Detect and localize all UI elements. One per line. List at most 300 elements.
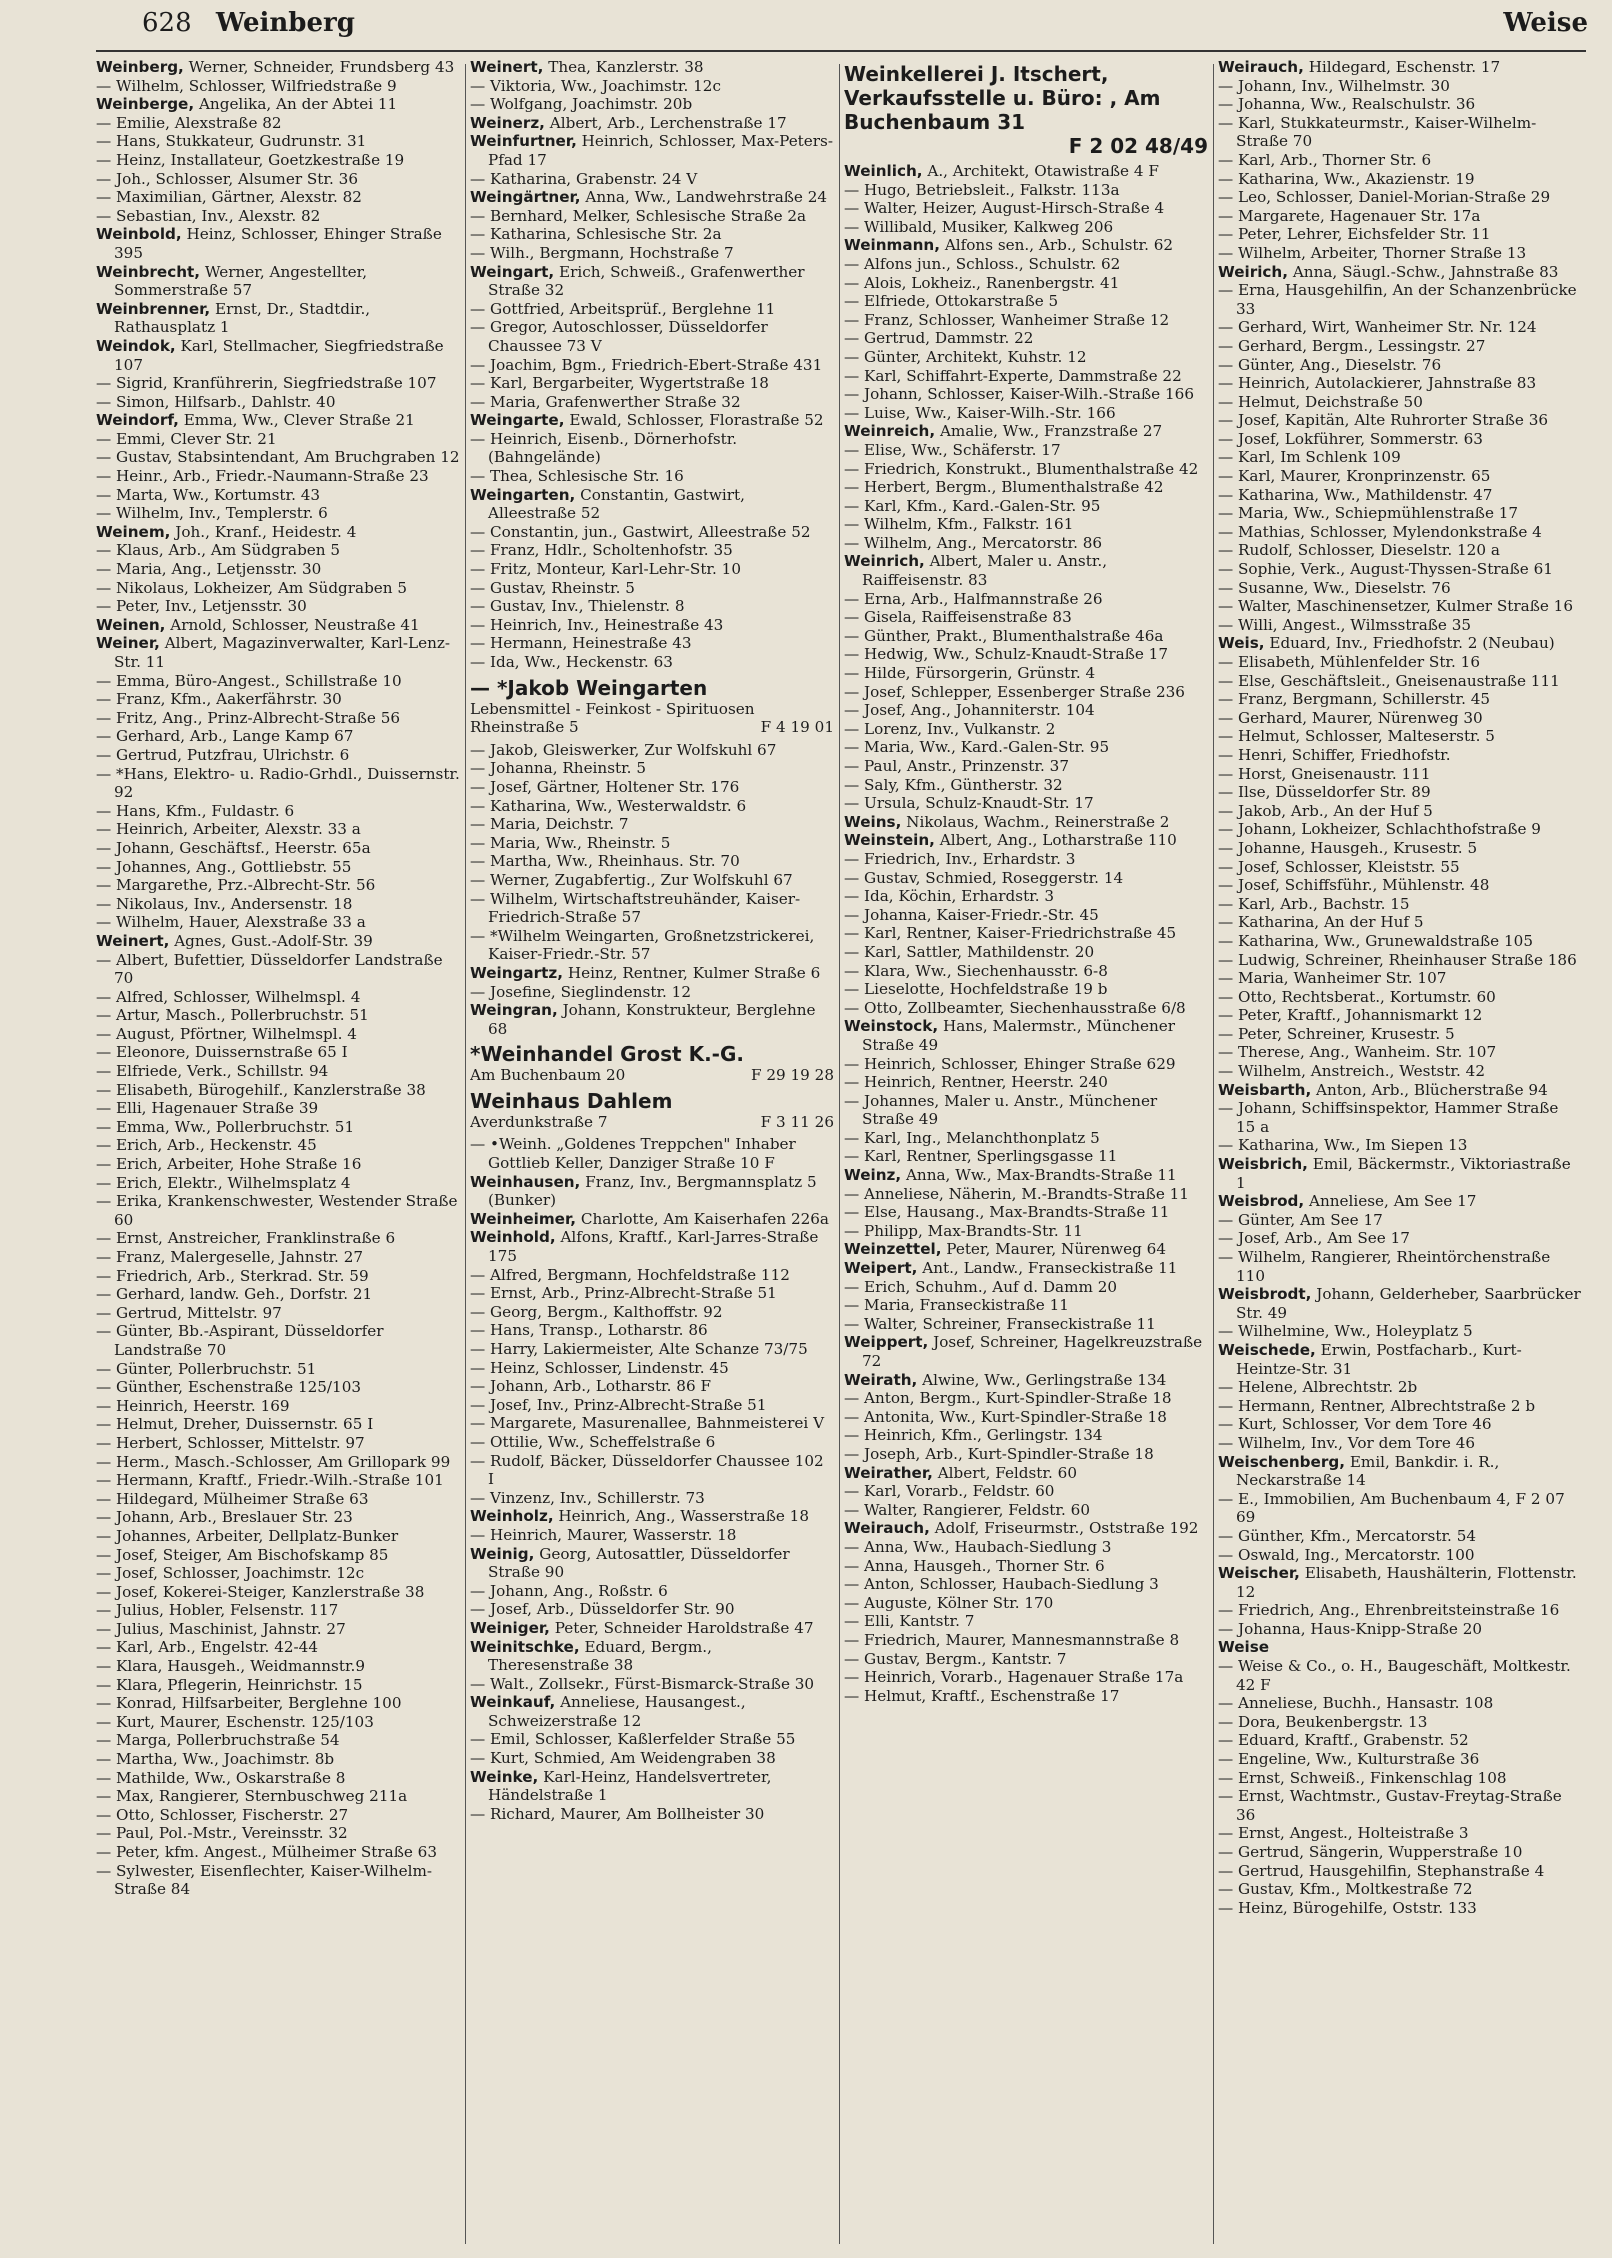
entry-details: — Gustav, Bergm., Kantstr. 7	[844, 1649, 1067, 1668]
entry-details: Georg, Autosattler, Düsseldorfer Straße 90	[488, 1544, 790, 1582]
directory-entry	[1218, 430, 1582, 449]
entry-details: — Friedrich, Ang., Ehrenbreitsteinstraße 16	[1218, 1601, 1560, 1620]
directory-entry	[1218, 467, 1582, 486]
entry-details: — Johann, Ang., Roßstr. 6	[470, 1581, 668, 1600]
directory-entry	[844, 1222, 1208, 1241]
directory-entry	[96, 913, 460, 932]
directory-entry	[1218, 114, 1582, 151]
directory-entry	[1218, 541, 1582, 560]
entry-surname: Weinreich,	[844, 422, 936, 441]
directory-entry	[470, 1675, 834, 1694]
entry-details: Agnes, Gust.-Adolf-Str. 39	[174, 931, 373, 950]
directory-entry	[1218, 170, 1582, 189]
directory-entry	[1218, 895, 1582, 914]
entry-details: — Josef, Schlosser, Joachimstr. 12c	[96, 1564, 365, 1583]
ad-title: *Weinhandel Grost K.-G.	[470, 1042, 744, 1067]
entry-details: Hildegard, Eschenstr. 17	[1308, 58, 1501, 76]
entry-details: — Anneliese, Buchh., Hansastr. 108	[1218, 1694, 1494, 1713]
directory-entry	[844, 794, 1208, 813]
entry-details: — Georg, Bergm., Kalthoffstr. 92	[470, 1302, 723, 1321]
directory-entry	[96, 430, 460, 449]
entry-details: Anna, Säugl.-Schw., Jahnstraße 83	[1292, 262, 1559, 281]
entry-details: — Maria, Wanheimer Str. 107	[1218, 969, 1447, 988]
entry-details: Anna, Ww., Landwehrstraße 24	[585, 188, 828, 207]
directory-entry	[96, 337, 460, 374]
directory-entry	[96, 858, 460, 877]
entry-details: — Elisabeth, Mühlenfelder Str. 16	[1218, 653, 1480, 671]
entry-details: — Ottilie, Ww., Scheffelstraße 6	[470, 1432, 716, 1451]
directory-entry	[96, 839, 460, 858]
directory-entry	[844, 1017, 1208, 1054]
directory-entry	[96, 709, 460, 728]
entry-details: — Wilh., Bergmann, Hochstraße 7	[470, 243, 734, 262]
entry-details: — Wilhelm, Inv., Vor dem Tore 46	[1218, 1433, 1476, 1452]
entry-details: — Gregor, Autoschlosser, Düsseldorfer Chaussee 73 V	[470, 318, 768, 355]
directory-entry	[96, 1118, 460, 1137]
directory-entry	[96, 188, 460, 207]
entry-details: Angelika, An der Abtei 11	[198, 95, 398, 114]
entry-surname: Weinz,	[844, 1166, 902, 1185]
entry-details: Johann, Gelderheber, Saarbrücker Str. 49	[1236, 1285, 1581, 1322]
directory-entry	[96, 300, 460, 337]
directory-entry	[844, 701, 1208, 720]
directory-entry	[96, 1750, 460, 1769]
entry-details: — Mathias, Schlosser, Mylendonkstraße 4	[1218, 522, 1542, 541]
directory-entry	[96, 1248, 460, 1267]
page-number: 628	[142, 8, 192, 38]
entry-details: — Gustav, Stabsintendant, Am Bruchgraben 12	[96, 448, 460, 467]
directory-entry	[1218, 1378, 1582, 1397]
directory-entry	[96, 1657, 460, 1676]
directory-entry	[844, 1371, 1208, 1390]
entry-details: — Harry, Lakiermeister, Alte Schanze 73/75	[470, 1340, 808, 1358]
entry-details: — Gertrud, Dammstr. 22	[844, 329, 1034, 348]
directory-entry	[96, 541, 460, 560]
directory-entry	[96, 58, 460, 77]
entry-details: — Helmut, Kraftf., Eschenstraße 17	[844, 1686, 1120, 1705]
entry-details: — Peter, Inv., Letjensstr. 30	[96, 597, 307, 616]
directory-entry	[844, 534, 1208, 553]
directory-entry	[96, 263, 460, 300]
directory-entry	[96, 1378, 460, 1397]
directory-entry	[96, 467, 460, 486]
entry-details: Ewald, Schlosser, Florastraße 52	[569, 411, 824, 430]
entry-details: — Johannes, Maler u. Anstr., Münchener Straße 49	[844, 1091, 1158, 1129]
directory-entry	[1218, 486, 1582, 505]
entry-details: Albert, Arb., Lerchenstraße 17	[549, 113, 787, 132]
entry-details: — Karl, Rentner, Kaiser-Friedrichstraße 45	[844, 924, 1177, 943]
entry-details: — Elise, Ww., Schäferstr. 17	[844, 440, 1061, 459]
directory-entry	[1218, 263, 1582, 282]
entry-surname: Weinhausen,	[470, 1172, 581, 1191]
directory-entry	[96, 1043, 460, 1062]
entry-details: — Hermann, Kraftf., Friedr.-Wilh.-Straße 101	[96, 1471, 444, 1490]
directory-entry	[844, 683, 1208, 702]
entry-details: — Gustav, Schmied, Roseggerstr. 14	[844, 868, 1124, 887]
entry-details: — Josef, Schlepper, Essenberger Straße 236	[844, 682, 1185, 701]
directory-entry	[96, 560, 460, 579]
entry-details: — Karl, Ing., Melanchthonplatz 5	[844, 1128, 1100, 1147]
entry-details: — Gertrud, Hausgehilfin, Stephanstraße 4	[1218, 1861, 1545, 1880]
directory-entry	[1218, 820, 1582, 839]
entry-details: — Wilhelm, Anstreich., Weststr. 42	[1218, 1062, 1486, 1081]
directory-entry	[844, 1501, 1208, 1520]
directory-entry	[470, 890, 834, 927]
directory-entry	[470, 1600, 834, 1619]
directory-entry	[470, 318, 834, 355]
entry-details: Anneliese, Am See 17	[1309, 1192, 1477, 1211]
entry-details: — Anton, Schlosser, Haubach-Siedlung 3	[844, 1575, 1159, 1594]
entry-surname: Weinberge,	[96, 95, 195, 114]
entry-details: — Heinz, Schlosser, Lindenstr. 45	[470, 1358, 729, 1377]
directory-entry	[844, 664, 1208, 683]
entry-details: — Josefine, Sieglindenstr. 12	[470, 982, 692, 1001]
directory-entry	[1218, 876, 1582, 895]
directory-entry	[844, 422, 1208, 441]
entry-details: — Oswald, Ing., Mercatorstr. 100	[1218, 1545, 1475, 1564]
entry-surname: Weinmann,	[844, 236, 940, 255]
directory-entry	[1218, 1229, 1582, 1248]
entry-details: — Jakob, Arb., An der Huf 5	[1218, 801, 1433, 820]
entry-details: — Ilse, Düsseldorfer Str. 89	[1218, 783, 1431, 802]
directory-entry	[470, 1173, 834, 1210]
entry-details: — Johanna, Kaiser-Friedr.-Str. 45	[844, 905, 1099, 924]
entry-details: — Horst, Gneisenaustr. 111	[1218, 764, 1431, 783]
directory-entry	[96, 988, 460, 1007]
entry-details: — Lieselotte, Hochfeldstraße 19 b	[844, 980, 1108, 999]
directory-entry	[470, 225, 834, 244]
directory-entry	[844, 404, 1208, 423]
entry-details: Peter, Schneider Haroldstraße 47	[554, 1618, 814, 1637]
entry-details: — Erich, Arbeiter, Hohe Straße 16	[96, 1155, 362, 1174]
ad-address-row	[470, 718, 834, 737]
entry-details: — Gustav, Inv., Thielenstr. 8	[470, 597, 685, 616]
column-divider	[839, 64, 840, 2244]
directory-entry	[470, 1210, 834, 1229]
entry-details: — Johanna, Ww., Realschulstr. 36	[1218, 95, 1476, 114]
entry-details: — Kurt, Maurer, Eschenstr. 125/103	[96, 1712, 374, 1731]
directory-entry	[470, 467, 834, 486]
entry-details: — Friedrich, Konstrukt., Blumenthalstraße 42	[844, 459, 1199, 478]
entry-details: — Emma, Büro-Angest., Schillstraße 10	[96, 671, 402, 690]
entry-surname: Weindok,	[96, 336, 176, 355]
entry-details: — Gertrud, Putzfrau, Ulrichstr. 6	[96, 745, 350, 764]
directory-entry	[1218, 1136, 1582, 1155]
directory-entry	[1218, 1434, 1582, 1453]
entry-details: — Günther, Eschenstraße 125/103	[96, 1378, 362, 1397]
directory-entry	[1218, 653, 1582, 672]
directory-entry	[844, 1147, 1208, 1166]
directory-entry	[844, 1519, 1208, 1538]
entry-details: — Kurt, Schlosser, Vor dem Tore 46	[1218, 1415, 1492, 1434]
directory-entry	[844, 590, 1208, 609]
directory-entry	[1218, 727, 1582, 746]
directory-entry	[844, 980, 1208, 999]
entry-details: — Julius, Maschinist, Jahnstr. 27	[96, 1619, 346, 1638]
entry-details: — Katharina, Schlesische Str. 2a	[470, 225, 722, 244]
directory-entry	[1218, 1564, 1582, 1601]
directory-entry	[96, 1006, 460, 1025]
entry-surname: Weinerz,	[470, 113, 545, 132]
directory-entry	[1218, 244, 1582, 263]
directory-entry	[96, 1415, 460, 1434]
entry-details: Emil, Bäckermstr., Viktoriastraße 1	[1236, 1155, 1571, 1192]
directory-entry	[1218, 616, 1582, 635]
entry-details: — Hugo, Betriebsleit., Falkstr. 113a	[844, 180, 1120, 199]
entry-surname: Weinhold,	[470, 1228, 556, 1247]
entry-details: — Karl, Kfm., Kard.-Galen-Str. 95	[844, 496, 1101, 515]
directory-entry	[470, 374, 834, 393]
directory-entry	[1218, 1601, 1582, 1620]
entry-surname: Weinem,	[96, 522, 171, 541]
entry-surname: Weinheimer,	[470, 1209, 576, 1228]
column-4	[1218, 58, 1582, 2248]
directory-entry	[844, 962, 1208, 981]
directory-entry	[844, 1594, 1208, 1613]
entry-details: — Willibald, Musiker, Kalkweg 206	[844, 217, 1114, 236]
directory-entry	[844, 385, 1208, 404]
ad-title: — *Jakob Weingarten	[470, 675, 708, 700]
entry-details: — Heinr., Arb., Friedr.-Naumann-Straße 23	[96, 467, 429, 486]
entry-details: — Albert, Bufettier, Düsseldorfer Landstraße 70	[96, 950, 443, 988]
entry-surname: Weischenberg,	[1218, 1452, 1345, 1471]
entry-surname: Weinig,	[470, 1544, 535, 1563]
directory-entry	[1218, 151, 1582, 170]
entry-details: — Constantin, jun., Gastwirt, Alleestraße 52	[470, 522, 811, 541]
directory-entry	[470, 1749, 834, 1768]
directory-entry	[844, 608, 1208, 627]
entry-details: — Wolfgang, Joachimstr. 20b	[470, 95, 693, 114]
entry-details: Emma, Ww., Clever Straße 21	[183, 411, 415, 430]
entry-details: Anton, Arb., Blücherstraße 94	[1316, 1080, 1548, 1099]
entry-details: — Johanna, Haus-Knipp-Straße 20	[1218, 1619, 1483, 1638]
entry-surname: Weisbrod,	[1218, 1192, 1305, 1211]
entry-surname: Weisbarth,	[1218, 1080, 1312, 1099]
directory-entry	[470, 1284, 834, 1303]
entry-details: — Gerhard, landw. Geh., Dorfstr. 21	[96, 1285, 373, 1304]
directory-entry	[844, 1445, 1208, 1464]
directory-entry	[470, 1619, 834, 1638]
directory-entry	[96, 1099, 460, 1118]
entry-details: — Heinrich, Vorarb., Hagenauer Straße 17a	[844, 1668, 1184, 1687]
entry-details: — Hermann, Heinestraße 43	[470, 634, 692, 653]
entry-details: — Josef, Kapitän, Alte Ruhrorter Straße 36	[1218, 411, 1549, 430]
entry-details: — Klara, Pflegerin, Heinrichstr. 15	[96, 1675, 363, 1694]
directory-entry	[96, 486, 460, 505]
directory-entry	[470, 834, 834, 853]
entry-details: — Weise & Co., o. H., Baugeschäft, Moltkestr. 42 F	[1218, 1657, 1571, 1694]
entry-details: — Rudolf, Bäcker, Düsseldorfer Chaussee 102 I	[470, 1451, 824, 1489]
entry-surname: Weins,	[844, 812, 902, 831]
entry-details: — Wilhelm, Kfm., Falkstr. 161	[844, 515, 1074, 534]
entry-details: — Thea, Schlesische Str. 16	[470, 467, 684, 486]
entry-details: — Elli, Kantstr. 7	[844, 1612, 975, 1631]
entry-details: — Maria, Grafenwerther Straße 32	[470, 392, 741, 411]
directory-entry	[844, 813, 1208, 832]
entry-details: — Johann, Arb., Lotharstr. 86 F	[470, 1377, 711, 1396]
entry-details: — Johann, Schiffsinspektor, Hammer Straße 15 a	[1218, 1099, 1559, 1136]
entry-details: — Gerhard, Bergm., Lessingstr. 27	[1218, 336, 1486, 355]
entry-details: — Günter, Pollerbruchstr. 51	[96, 1359, 317, 1378]
directory-entry	[470, 1638, 834, 1675]
directory-entry	[470, 1001, 834, 1038]
entry-details: Arnold, Schlosser, Neustraße 41	[170, 615, 420, 634]
ad-address-row	[470, 1066, 834, 1085]
entry-details: — Elfriede, Ottokarstraße 5	[844, 292, 1059, 311]
entry-details: — Ernst, Wachtmstr., Gustav-Freytag-Straße 36	[1218, 1787, 1562, 1824]
directory-entry	[96, 1081, 460, 1100]
entry-details: — Peter, Lehrer, Eichsfelder Str. 11	[1218, 225, 1491, 244]
directory-entry	[96, 1731, 460, 1750]
entry-details: Werner, Angestellter, Sommerstraße 57	[114, 262, 368, 300]
directory-entry	[470, 1228, 834, 1265]
entry-details: — Antonita, Ww., Kurt-Spindler-Straße 18	[844, 1407, 1167, 1426]
directory-entry	[844, 1092, 1208, 1129]
directory-entry	[470, 77, 834, 96]
directory-entry	[844, 1203, 1208, 1222]
entry-details: — Anna, Ww., Haubach-Siedlung 3	[844, 1537, 1112, 1556]
entry-details: — Katharina, Ww., Westerwaldstr. 6	[470, 796, 747, 815]
directory-entry	[96, 932, 460, 951]
directory-entry	[470, 430, 834, 467]
directory-entry	[1218, 1490, 1582, 1527]
entry-details: — Emil, Schlosser, Kaßlerfelder Straße 55	[470, 1730, 796, 1749]
directory-entry	[1218, 318, 1582, 337]
entry-surname: Weingartz,	[470, 963, 564, 982]
entry-details: Alfons sen., Arb., Schulstr. 62	[944, 236, 1174, 255]
entry-surname: Weinbold,	[96, 225, 182, 244]
entry-details: — Nikolaus, Lokheizer, Am Südgraben 5	[96, 578, 408, 597]
directory-entry	[96, 170, 460, 189]
directory-entry	[844, 348, 1208, 367]
entry-details: — Peter, Kraftf., Johannismarkt 12	[1218, 1006, 1483, 1025]
directory-entry	[1218, 374, 1582, 393]
entry-details: Alfons, Kraftf., Karl-Jarres-Straße 175	[488, 1228, 819, 1266]
entry-surname: Weinert,	[470, 58, 544, 76]
entry-details: — Marga, Pollerbruchstraße 54	[96, 1731, 340, 1750]
entry-details: — Walter, Heizer, August-Hirsch-Straße 4	[844, 199, 1165, 218]
entry-details: — Josef, Arb., Am See 17	[1218, 1229, 1410, 1248]
entry-surname: Weis,	[1218, 634, 1265, 653]
entry-surname: Weinen,	[96, 615, 166, 634]
directory-entry	[844, 906, 1208, 925]
entry-details: — Otto, Zollbeamter, Siechenhausstraße 6/8	[844, 998, 1186, 1017]
directory-entry	[96, 1824, 460, 1843]
directory-entry	[844, 218, 1208, 237]
directory-entry	[470, 95, 834, 114]
directory-entry	[470, 1805, 834, 1824]
directory-entry	[844, 627, 1208, 646]
entry-details: Josef, Schreiner, Hagelkreuzstraße 72	[862, 1333, 1203, 1370]
column-3	[844, 58, 1208, 2248]
entry-details: — Günther, Kfm., Mercatorstr. 54	[1218, 1526, 1477, 1545]
directory-entry	[96, 1453, 460, 1472]
directory-entry	[470, 1303, 834, 1322]
ad-address-row	[470, 1113, 834, 1132]
entry-details: — Johannes, Ang., Gottliebstr. 55	[96, 857, 352, 876]
directory-entry	[96, 1583, 460, 1602]
entry-details: — Hedwig, Ww., Schulz-Knaudt-Straße 17	[844, 645, 1168, 664]
ad-address: Rheinstraße 5	[470, 718, 579, 737]
directory-entry	[1218, 783, 1582, 802]
directory-entry	[470, 523, 834, 542]
entry-details: — Franz, Bergmann, Schillerstr. 45	[1218, 690, 1491, 709]
entry-details: — Walter, Rangierer, Feldstr. 60	[844, 1500, 1090, 1519]
directory-entry	[96, 1527, 460, 1546]
entry-details: — Heinz, Installateur, Goetzkestraße 19	[96, 150, 405, 169]
directory-entry	[1218, 1657, 1582, 1694]
entry-details: — Henri, Schiffer, Friedhofstr.	[1218, 745, 1451, 764]
directory-entry	[844, 1389, 1208, 1408]
entry-details: — Margarethe, Prz.-Albrecht-Str. 56	[96, 876, 376, 895]
directory-entry	[1218, 1415, 1582, 1434]
entry-surname: Weinzettel,	[844, 1240, 942, 1259]
directory-entry	[470, 759, 834, 778]
entry-details: — Wilhelmine, Ww., Holeyplatz 5	[1218, 1322, 1473, 1341]
entry-details: Albert, Feldstr. 60	[937, 1463, 1077, 1482]
entry-details: Karl-Heinz, Handelsvertreter, Händelstraße 1	[488, 1767, 772, 1805]
entry-details: — Karl, Stukkateurmstr., Kaiser-Wilhelm-Straße 70	[1218, 113, 1537, 151]
entry-details: Amalie, Ww., Franzstraße 27	[939, 422, 1163, 441]
entry-details: Anneliese, Hausangest., Schweizerstraße 12	[488, 1693, 746, 1730]
entry-details: — *Hans, Elektro- u. Radio-Grhdl., Duissernstr. 92	[96, 764, 460, 802]
entry-details: — Karl, Bergarbeiter, Wygertstraße 18	[470, 374, 769, 393]
directory-entry	[1218, 690, 1582, 709]
entry-surname: Weingarten,	[470, 485, 576, 504]
entry-details: — Simon, Hilfsarb., Dahlstr. 40	[96, 392, 336, 411]
advertisement-block	[470, 1089, 834, 1132]
entry-surname: Weippert,	[844, 1333, 929, 1352]
directory-entry	[470, 597, 834, 616]
directory-entry	[96, 727, 460, 746]
directory-entry	[96, 523, 460, 542]
entry-details: — Erna, Hausgehilfin, An der Schanzenbrücke 33	[1218, 281, 1577, 318]
entry-surname: Weinkauf,	[470, 1693, 556, 1712]
ad-line: Lebensmittel - Feinkost - Spirituosen	[470, 699, 755, 718]
directory-entry	[1218, 969, 1582, 988]
entry-details: — Jakob, Gleiswerker, Zur Wolfskuhl 67	[470, 740, 777, 759]
entry-details: — Maria, Deichstr. 7	[470, 815, 629, 834]
directory-entry	[470, 1359, 834, 1378]
directory-entry	[96, 504, 460, 523]
entry-details: Alwine, Ww., Gerlingstraße 134	[922, 1370, 1167, 1389]
directory-entry	[844, 478, 1208, 497]
directory-entry	[96, 95, 460, 114]
column-divider	[1213, 64, 1214, 2244]
entry-details: Heinrich, Schlosser, Max-Peters-Pfad 17	[488, 132, 833, 169]
directory-entry	[96, 579, 460, 598]
entry-details: — •Weinh. „Goldenes Treppchen" Inhaber Gottlieb Keller, Danziger Straße 10 F	[470, 1135, 796, 1173]
entry-surname: Weindorf,	[96, 411, 179, 430]
entry-details: — Hildegard, Mülheimer Straße 63	[96, 1489, 369, 1508]
entry-details: — Gisela, Raiffeisenstraße 83	[844, 608, 1072, 627]
directory-entry	[844, 236, 1208, 255]
directory-entry	[96, 1434, 460, 1453]
directory-entry	[470, 1452, 834, 1489]
entry-details: — Herm., Masch.-Schlosser, Am Grillopark 99	[96, 1452, 451, 1471]
entry-details: — Nikolaus, Inv., Andersenstr. 18	[96, 894, 353, 913]
directory-entry	[844, 1073, 1208, 1092]
directory-entry	[96, 1267, 460, 1286]
directory-entry	[844, 943, 1208, 962]
directory-entry	[96, 1192, 460, 1229]
directory-entry	[1218, 765, 1582, 784]
ad-address: Am Buchenbaum 20	[470, 1066, 626, 1085]
directory-entry	[96, 1397, 460, 1416]
directory-entry	[470, 964, 834, 983]
entry-surname: Weirauch,	[1218, 58, 1304, 76]
directory-entry	[844, 1538, 1208, 1557]
